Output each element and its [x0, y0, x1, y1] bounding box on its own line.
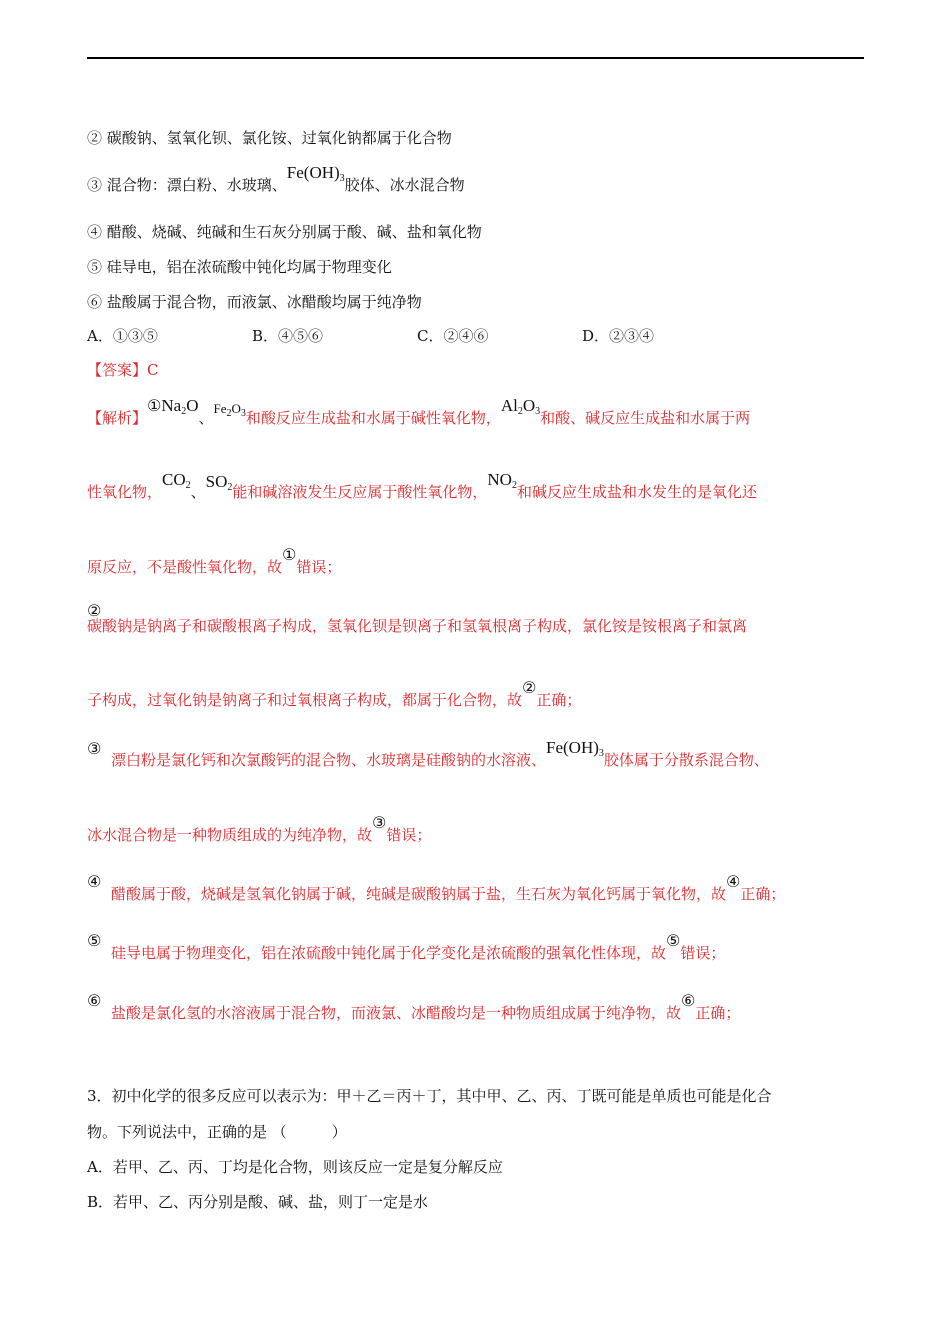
circ-3-marker: ③ — [87, 739, 102, 758]
answer: 【答案】C — [87, 361, 159, 379]
question-3-stem-line-1: 3．初中化学的很多反应可以表示为：甲＋乙＝丙＋丁，其中甲、乙、丙、丁既可能是单质也可能是化合 — [87, 1087, 772, 1105]
statement-5: ⑤ 硅导电，铝在浓硫酸中钝化均属于物理变化 — [87, 258, 392, 276]
option-b[interactable]: B．④⑤⑥ — [252, 327, 324, 345]
statement-3: ③ 混合物：漂白粉、水玻璃、$Fe(OH)_3$胶体、冰水混合物 — [87, 163, 465, 194]
question-3-option-a[interactable]: A．若甲、乙、丙、丁均是化合物，则该反应一定是复分解反应 — [87, 1158, 503, 1176]
analysis-3-line-1: 漂白粉是氯化钙和次氯酸钙的混合物、水玻璃是硅酸钠的水溶液、$Fe(OH)_3$胶体属于分散系混合物、 — [111, 738, 769, 769]
analysis-2-line-1: 碳酸钠是钠离子和碳酸根离子构成，氢氧化钡是钡离子和氢氧根离子构成，氯化铵是铵根离子和氯离 — [87, 617, 748, 635]
option-d[interactable]: D．②③④ — [582, 327, 655, 345]
option-a[interactable]: A．①③⑤ — [87, 327, 158, 345]
analysis-line-3: 原反应，不是酸性氧化物，故①错误； — [87, 545, 342, 576]
question-3-option-b[interactable]: B．若甲、乙、丙分别是酸、碱、盐，则丁一定是水 — [87, 1193, 429, 1211]
question-3-stem-line-2: 物。下列说法中，正确的是 （ ） — [87, 1123, 347, 1141]
header-rule — [87, 57, 864, 59]
analysis-2-line-2: 子构成，过氧化钠是钠离子和过氧根离子构成，都属于化合物，故②正确； — [87, 678, 582, 709]
analysis-line-1: 【解析】$①Na_2O$、$Fe_2O_3$和酸反应生成盐和水属于碱性氧化物，$Al_2O_3$和酸、碱反应生成盐和水属于两 — [87, 396, 751, 427]
circ-2-marker: ② — [87, 601, 102, 620]
option-c[interactable]: C．②④⑥ — [417, 327, 489, 345]
analysis-4: 醋酸属于酸，烧碱是氢氧化钠属于碱，纯碱是碳酸钠属于盐，生石灰为氧化钙属于氧化物，故④正确； — [111, 872, 786, 903]
statement-6: ⑥ 盐酸属于混合物，而液氯、冰醋酸均属于纯净物 — [87, 293, 422, 311]
statement-2: ② 碳酸钠、氢氧化钡、氯化铵、过氧化钠都属于化合物 — [87, 129, 452, 147]
analysis-line-2: 性氧化物，$CO_2$、$SO_2$能和碱溶液发生反应属于酸性氧化物，$NO_2$和碱反应生成盐和水发生的是氧化还 — [87, 470, 757, 501]
circ-6-marker: ⑥ — [87, 991, 102, 1010]
analysis-6: 盐酸是氯化氢的水溶液属于混合物，而液氯、冰醋酸均是一种物质组成属于纯净物，故⑥正确； — [111, 991, 741, 1022]
circ-5-marker: ⑤ — [87, 931, 102, 950]
analysis-5: 硅导电属于物理变化，铝在浓硫酸中钝化属于化学变化是浓硫酸的强氧化性体现，故⑤错误； — [111, 931, 726, 962]
analysis-3-line-2: 冰水混合物是一种物质组成的为纯净物，故③错误； — [87, 813, 432, 844]
statement-4: ④ 醋酸、烧碱、纯碱和生石灰分别属于酸、碱、盐和氧化物 — [87, 223, 482, 241]
options-row — [87, 326, 787, 348]
circ-4-marker: ④ — [87, 872, 102, 891]
